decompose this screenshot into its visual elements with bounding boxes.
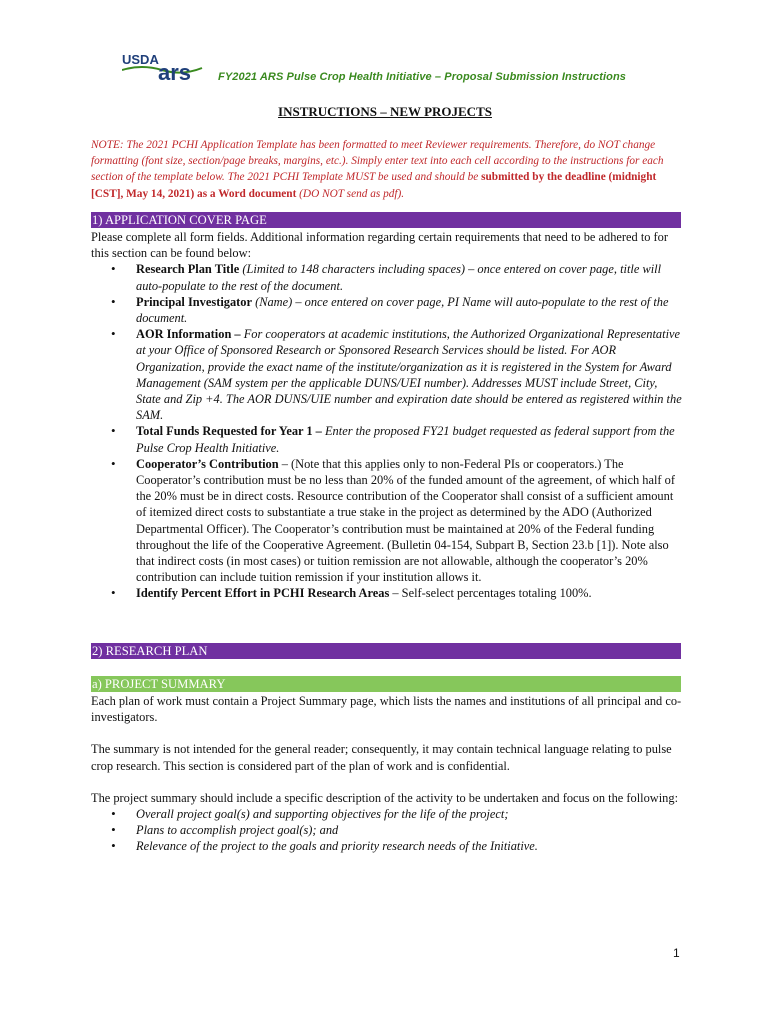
doc-heading: INSTRUCTIONS – NEW PROJECTS	[278, 104, 492, 119]
summary-para-2: The summary is not intended for the general reader; consequently, it may contain technical language relating to pulse crop research. This section is considered part of the plan of work and is confidential.	[91, 742, 672, 773]
summary-list	[91, 806, 683, 855]
header-title: FY2021 ARS Pulse Crop Health Initiative – Proposal Submission Instructions	[218, 71, 626, 83]
logo-usda-text: USDA	[122, 52, 159, 67]
list-item: • Cooperator’s Contribution – (Note that this applies only to non-Federal PIs or cooperators.) The Cooperator’s contribution must be no less than 20% of the funded amount of the agreement, of which half of the 20% must be in direct costs. Resource contribution of the Cooperator shall consist of a sufficient amount of itemized direct costs to substantiate a true stake in the project as determined by the ADO (Authorized Departmental Officer). The Cooperator’s contribution must be maintained at 20% of the Federal funding throughout the life of the Cooperative Agreement. (Bulletin 04-154, Subpart B, Section 23.b [1]). Note also that indirect costs (in most cases) or tuition remission are not allowable, although the cooperator’s 20% contribution can include tuition remission if your institution allows it.	[91, 456, 683, 586]
list-item: • Identify Percent Effort in PCHI Research Areas – Self-select percentages totaling 100%.	[91, 585, 683, 601]
list-item: • AOR Information – For cooperators at academic institutions, the Authorized Organizational Representative at your Office of Sponsored Research or Sponsored Research Services should be listed. For AOR Organization, provide the exact name of the institute/organization as it is registered in the System for Award Management (SAM system per the applicable DUNS/UEI number). Addresses MUST include Street, City, State and Zip +4. The AOR DUNS/UIE number and expiration date should be entered as registered within the SAM.	[91, 326, 683, 423]
section-1-intro: Please complete all form fields. Additional information regarding certain requirements that need to be adhered to for this section can be found below:	[91, 230, 668, 261]
section-2-header: 2) RESEARCH PLAN	[91, 643, 681, 659]
section-1-header: 1) APPLICATION COVER PAGE	[91, 212, 681, 228]
section-1-body	[91, 229, 683, 602]
section-1-list	[91, 261, 683, 601]
summary-para-1: Each plan of work must contain a Project Summary page, which lists the names and institutions of all principal and co-investigators.	[91, 694, 682, 725]
section-2a-body	[91, 693, 683, 855]
note-text-1: NOTE: The 2021 PCHI Application Template has been formatted to meet Reviewer requirements. Therefore, do NOT change formatting (font size, section/page breaks, margins, etc.). Simply enter text into each cell according to the instructions for each section of the template below. The 2021 PCHI Template MUST be used and should be	[91, 139, 664, 184]
section-2a-header: a) PROJECT SUMMARY	[91, 676, 681, 692]
usda-ars-logo	[122, 50, 204, 82]
list-item: • Overall project goal(s) and supporting objectives for the life of the project;	[91, 806, 683, 822]
list-item: • Total Funds Requested for Year 1 – Enter the proposed FY21 budget requested as federal support from the Pulse Crop Health Initiative.	[91, 423, 683, 455]
list-item: • Relevance of the project to the goals and priority research needs of the Initiative.	[91, 838, 683, 854]
list-item: • Plans to accomplish project goal(s); and	[91, 822, 683, 838]
page-number: 1	[673, 946, 680, 960]
note-deadline: submitted by the deadline (midnight [CST], May 14, 2021) as a Word document	[91, 171, 657, 200]
note-text-2: (DO NOT send as pdf).	[296, 187, 405, 200]
summary-para-3: The project summary should include a specific description of the activity to be undertaken and focus on the following:	[91, 790, 679, 805]
note-paragraph	[91, 137, 683, 202]
list-item: • Research Plan Title (Limited to 148 characters including spaces) – once entered on cover page, title will auto-populate to the rest of the document.	[91, 261, 683, 293]
list-item: • Principal Investigator (Name) – once entered on cover page, PI Name will auto-populate to the rest of the document.	[91, 294, 683, 326]
logo-ars-text: ars	[158, 60, 192, 82]
